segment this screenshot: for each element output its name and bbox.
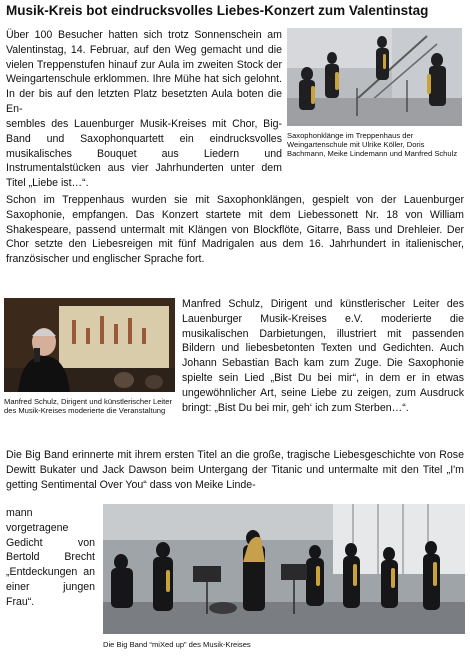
paragraph-intro-full: Schon im Treppenhaus wurden sie mit Saxophonklängen, gespielt von der Lauenburger Saxophonie, empfangen. Das Konzert startete mit dem Liebessonett Nr. 18 von William Shakespeare, passend untermalt mit Klängen von Blockflöte, Gitarre, Bass und Drehleier. Der Chor setzte den Liebesreigen mit fünf Madrigalen aus dem 16. Jahrhundert in italienischer, französischer und englischer Sprache fort.	[6, 194, 464, 266]
sax-quartet-photo	[287, 28, 462, 126]
paragraph-bigband: Die Big Band erinnerte mit ihrem ersten Titel an die große, tragische Liebesgeschichte von Rose Dewitt Bukater und Jack Dawson beim Untergang der Titanic und untermalte mit den Titel „I'm getting Sentimental Over You“ dass von Meike Linde-	[6, 449, 464, 491]
paragraph-moderation: Manfred Schulz, Dirigent und künstlerischer Leiter des Lauenburger Musik-Kreises e.V. moderierte die musikalischen Darbietungen, illustriert mit passenden Bildern und liebesbetonten Texten und Gedichten. Auch Johann Sebastian Bach kam zum Zuge. Die Saxophonie spielte sein Lied „Bist Du bei mir“, in dem er in etwas ungewöhnlicher Art, seine Liebe zu zeigen, zum Ausdruck bringt: „Bist Du bei mir, geh‘ ich zum Sterben…“.	[182, 298, 464, 414]
big-band-photo-caption: Die Big Band “miXed up” des Musik-Kreises	[103, 640, 251, 649]
paragraph-poem: mann vorgetragene Gedicht von Bertold Brecht „Entdeckungen an einer jungen Frau“.	[6, 507, 95, 608]
article-title: Musik-Kreis bot eindrucksvolles Liebes-Konzert zum Valentinstag	[6, 3, 429, 18]
sax-photo-caption: Saxophonklänge im Treppenhaus der Weingartenschule mit Ulrike Köller, Doris Bachmann, Meike Lindemann und Manfred Schulz	[287, 131, 458, 159]
conductor-photo-caption: Manfred Schulz, Dirigent und künstlerischer Leiter des Musik-Kreises moderierte die Veranstaltung	[4, 397, 172, 416]
big-band-photo	[103, 504, 465, 634]
paragraph-intro-mid: sembles des Lauenburger Musik-Kreises mit Chor, Big-Band und Saxophonquartett ein eindrucksvolles musikalisches Bouquet aus Liedern und Instrumentalstücken aus vier Jahrhunderten unter dem Titel „Liebe ist…“.	[6, 118, 282, 190]
paragraph-intro-narrow: Über 100 Besucher hatten sich trotz Sonnenschein am Valentinstag, 14. Februar, auf den Weg gemacht und die vielen Treppenstufen hinauf zur Aula im zweiten Stock der Weingartenschule erklommen. Ihre Mühe hat sich gelohnt. In der bis auf den letzten Platz besetzten Aula boten die En-	[6, 29, 282, 115]
conductor-speaking-photo	[4, 298, 175, 392]
